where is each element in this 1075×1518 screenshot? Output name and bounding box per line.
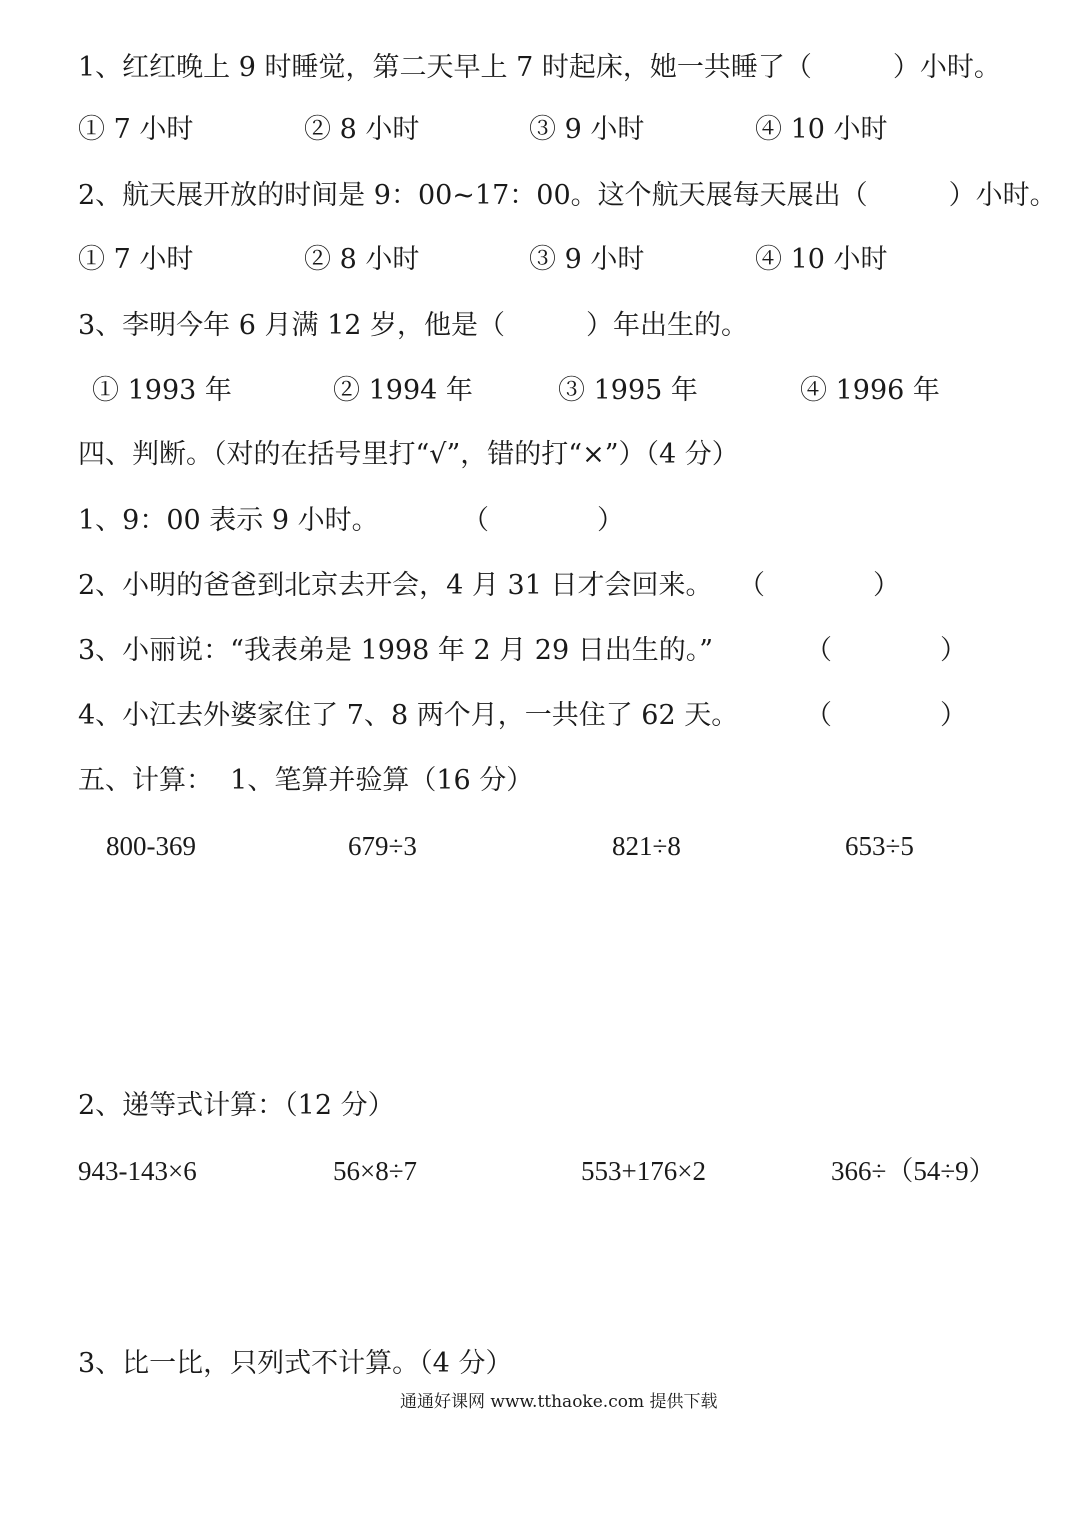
- q3-option-1: ① 1993 年: [92, 375, 232, 406]
- q1-option-3: ③ 9 小时: [529, 114, 645, 145]
- judge-item-1-answer-box: （ ）: [462, 505, 624, 536]
- compare-heading: 3、比一比，只列式不计算。（4 分）: [78, 1348, 513, 1379]
- q3-option-4: ④ 1996 年: [800, 375, 940, 406]
- q1-option-1: ① 7 小时: [78, 114, 194, 145]
- question-1: 1、红红晚上 9 时睡觉，第二天早上 7 时起床，她一共睡了（ ）小时。: [78, 52, 1001, 83]
- judge-item-4: 4、小江去外婆家住了 7、8 两个月，一共住了 62 天。: [78, 700, 739, 731]
- judge-heading: 四、判断。（对的在括号里打“√”，错的打“×”）（4 分）: [78, 439, 739, 470]
- judge-item-3-answer-box: （ ）: [805, 635, 967, 666]
- written-calc-2: 679÷3: [348, 831, 417, 861]
- written-calc-4: 653÷5: [845, 831, 914, 861]
- q2-option-4: ④ 10 小时: [755, 244, 888, 275]
- step-calc-3: 553+176×2: [581, 1156, 706, 1186]
- step-calc-2: 56×8÷7: [333, 1156, 418, 1186]
- q2-option-3: ③ 9 小时: [529, 244, 645, 275]
- q3-option-2: ② 1994 年: [333, 375, 473, 406]
- step-calc-heading: 2、递等式计算：（12 分）: [78, 1090, 395, 1121]
- q1-option-4: ④ 10 小时: [755, 114, 888, 145]
- judge-item-2: 2、小明的爸爸到北京去开会，4 月 31 日才会回来。: [78, 570, 713, 601]
- judge-item-2-answer-box: （ ）: [738, 570, 900, 601]
- judge-item-3: 3、小丽说：“我表弟是 1998 年 2 月 29 日出生的。”: [78, 635, 714, 666]
- q3-option-3: ③ 1995 年: [558, 375, 698, 406]
- written-calc-3: 821÷8: [612, 831, 681, 861]
- judge-item-1: 1、9：00 表示 9 小时。: [78, 505, 379, 536]
- q2-option-1: ① 7 小时: [78, 244, 194, 275]
- calc-heading: 五、计算： 1、笔算并验算（16 分）: [78, 765, 534, 796]
- question-2: 2、航天展开放的时间是 9：00~17：00。这个航天展每天展出（ ）小时。: [78, 180, 1057, 211]
- step-calc-4: 366÷（54÷9）: [831, 1156, 996, 1186]
- question-3: 3、李明今年 6 月满 12 岁，他是（ ）年出生的。: [78, 310, 749, 341]
- q1-option-2: ② 8 小时: [304, 114, 420, 145]
- judge-item-4-answer-box: （ ）: [805, 700, 967, 731]
- written-calc-1: 800-369: [106, 831, 196, 861]
- step-calc-1: 943-143×6: [78, 1156, 197, 1186]
- page-footer: 通通好课网 www.tthaoke.com 提供下载: [400, 1392, 718, 1412]
- q2-option-2: ② 8 小时: [304, 244, 420, 275]
